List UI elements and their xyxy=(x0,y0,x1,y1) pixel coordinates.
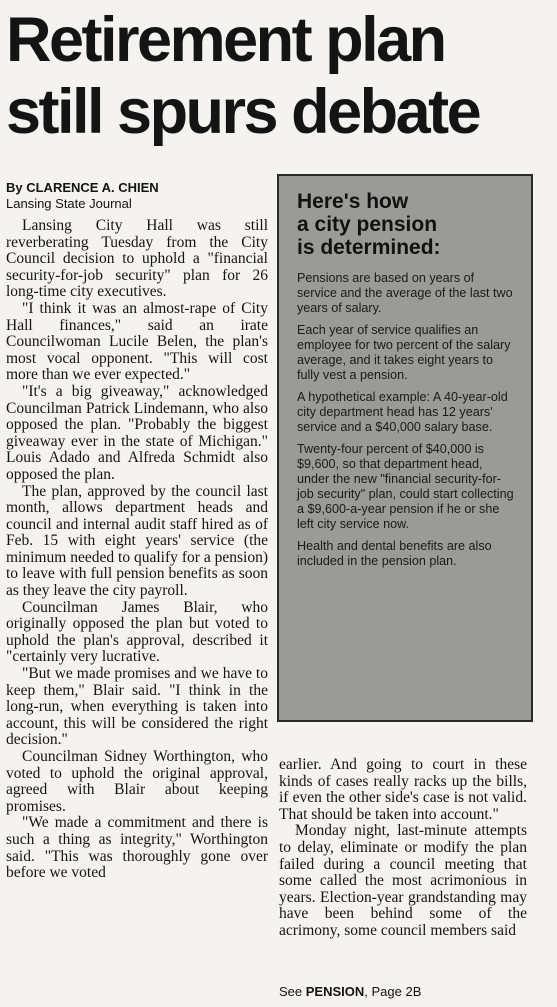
article-column-left xyxy=(6,218,268,882)
see-prefix: See xyxy=(279,984,303,999)
paragraph: "It's a big giveaway," acknowledged Councilman Patrick Lindemann, who also opposed the plan. "Probably the biggest giveaway ever in the state of Michigan." Louis Adado and Alfreda Schmidt also opposed the plan. xyxy=(6,382,268,483)
sidebar-paragraph: Each year of service qualifies an employee for two percent of the salary average, and it takes eight years to fully vest a pension. xyxy=(297,323,511,382)
paragraph: "But we made promises and we have to keep them," Blair said. "I think in the long-run, when everything is taken into account, this will be considered the right decision." xyxy=(6,665,268,749)
paragraph: "We made a commitment and there is such a thing as integrity," Worthington said. "This was thoroughly gone over before we voted xyxy=(6,814,268,882)
sidebar-title-line-2: a city pension xyxy=(297,213,438,236)
paragraph: earlier. And going to court in these kinds of cases really racks up the bills, if even the other side's case is not valid. That should be taken into account." xyxy=(279,756,527,823)
continuation-reference xyxy=(279,984,421,999)
headline xyxy=(6,4,551,148)
paragraph: Monday night, last-minute attempts to delay, eliminate or modify the plan failed during a council meeting that some called the most acrimonious in years. Election-year grandstanding may have been behind some of the acrimony, some council members said xyxy=(279,822,527,939)
byline xyxy=(6,180,159,212)
byline-author: By CLARENCE A. CHIEN xyxy=(6,180,159,195)
continuation-page: , Page 2B xyxy=(364,984,422,999)
paragraph: Councilman James Blair, who originally opposed the plan but voted to uphold the plan's approval, described it "certainly very lucrative. xyxy=(6,598,268,666)
sidebar-title-line-1: Here's how xyxy=(297,190,409,213)
continuation-target: PENSION xyxy=(305,984,365,999)
headline-line-1: Retirement plan xyxy=(6,5,445,75)
pension-sidebar-box xyxy=(277,174,533,722)
sidebar-paragraph: Pensions are based on years of service and the average of the last two years of salary. xyxy=(297,271,513,315)
sidebar-title-line-3: is determined: xyxy=(297,236,441,259)
sidebar-title xyxy=(297,190,515,259)
paragraph: Councilman Sidney Worthington, who voted to uphold the original approval, agreed with Blair about keeping promises. xyxy=(6,748,268,815)
article-column-right xyxy=(279,757,527,940)
sidebar-paragraph: Twenty-four percent of $40,000 is $9,600, so that department head, under the new "financial security-for-job security" plan, could start collecting a $9,600-a-year pension if he or she left city service now. xyxy=(297,442,514,531)
paragraph: The plan, approved by the council last month, allows department heads and council and internal audit staff hired as of Feb. 15 with eight years' service (the minimum needed to qualify for a pension) to leave with full pension benefits as soon as they leave the city payroll. xyxy=(6,482,268,600)
sidebar-paragraph: Health and dental benefits are also included in the pension plan. xyxy=(297,539,492,568)
sidebar-paragraph: A hypothetical example: A 40-year-old city department head has 12 years' service and a $40,000 salary base. xyxy=(297,390,508,434)
byline-source: Lansing State Journal xyxy=(6,196,132,211)
headline-line-2: still spurs debate xyxy=(6,77,480,147)
paragraph: Lansing City Hall was still reverberating Tuesday from the City Council decision to uphold a "financial security-for-job security" plan for 26 long-time city executives. xyxy=(6,217,268,301)
paragraph: "I think it was an almost-rape of City Hall finances," said an irate Councilwoman Lucile Belen, the plan's most vocal opponent. "This will cost more than we ever expected." xyxy=(6,299,268,384)
